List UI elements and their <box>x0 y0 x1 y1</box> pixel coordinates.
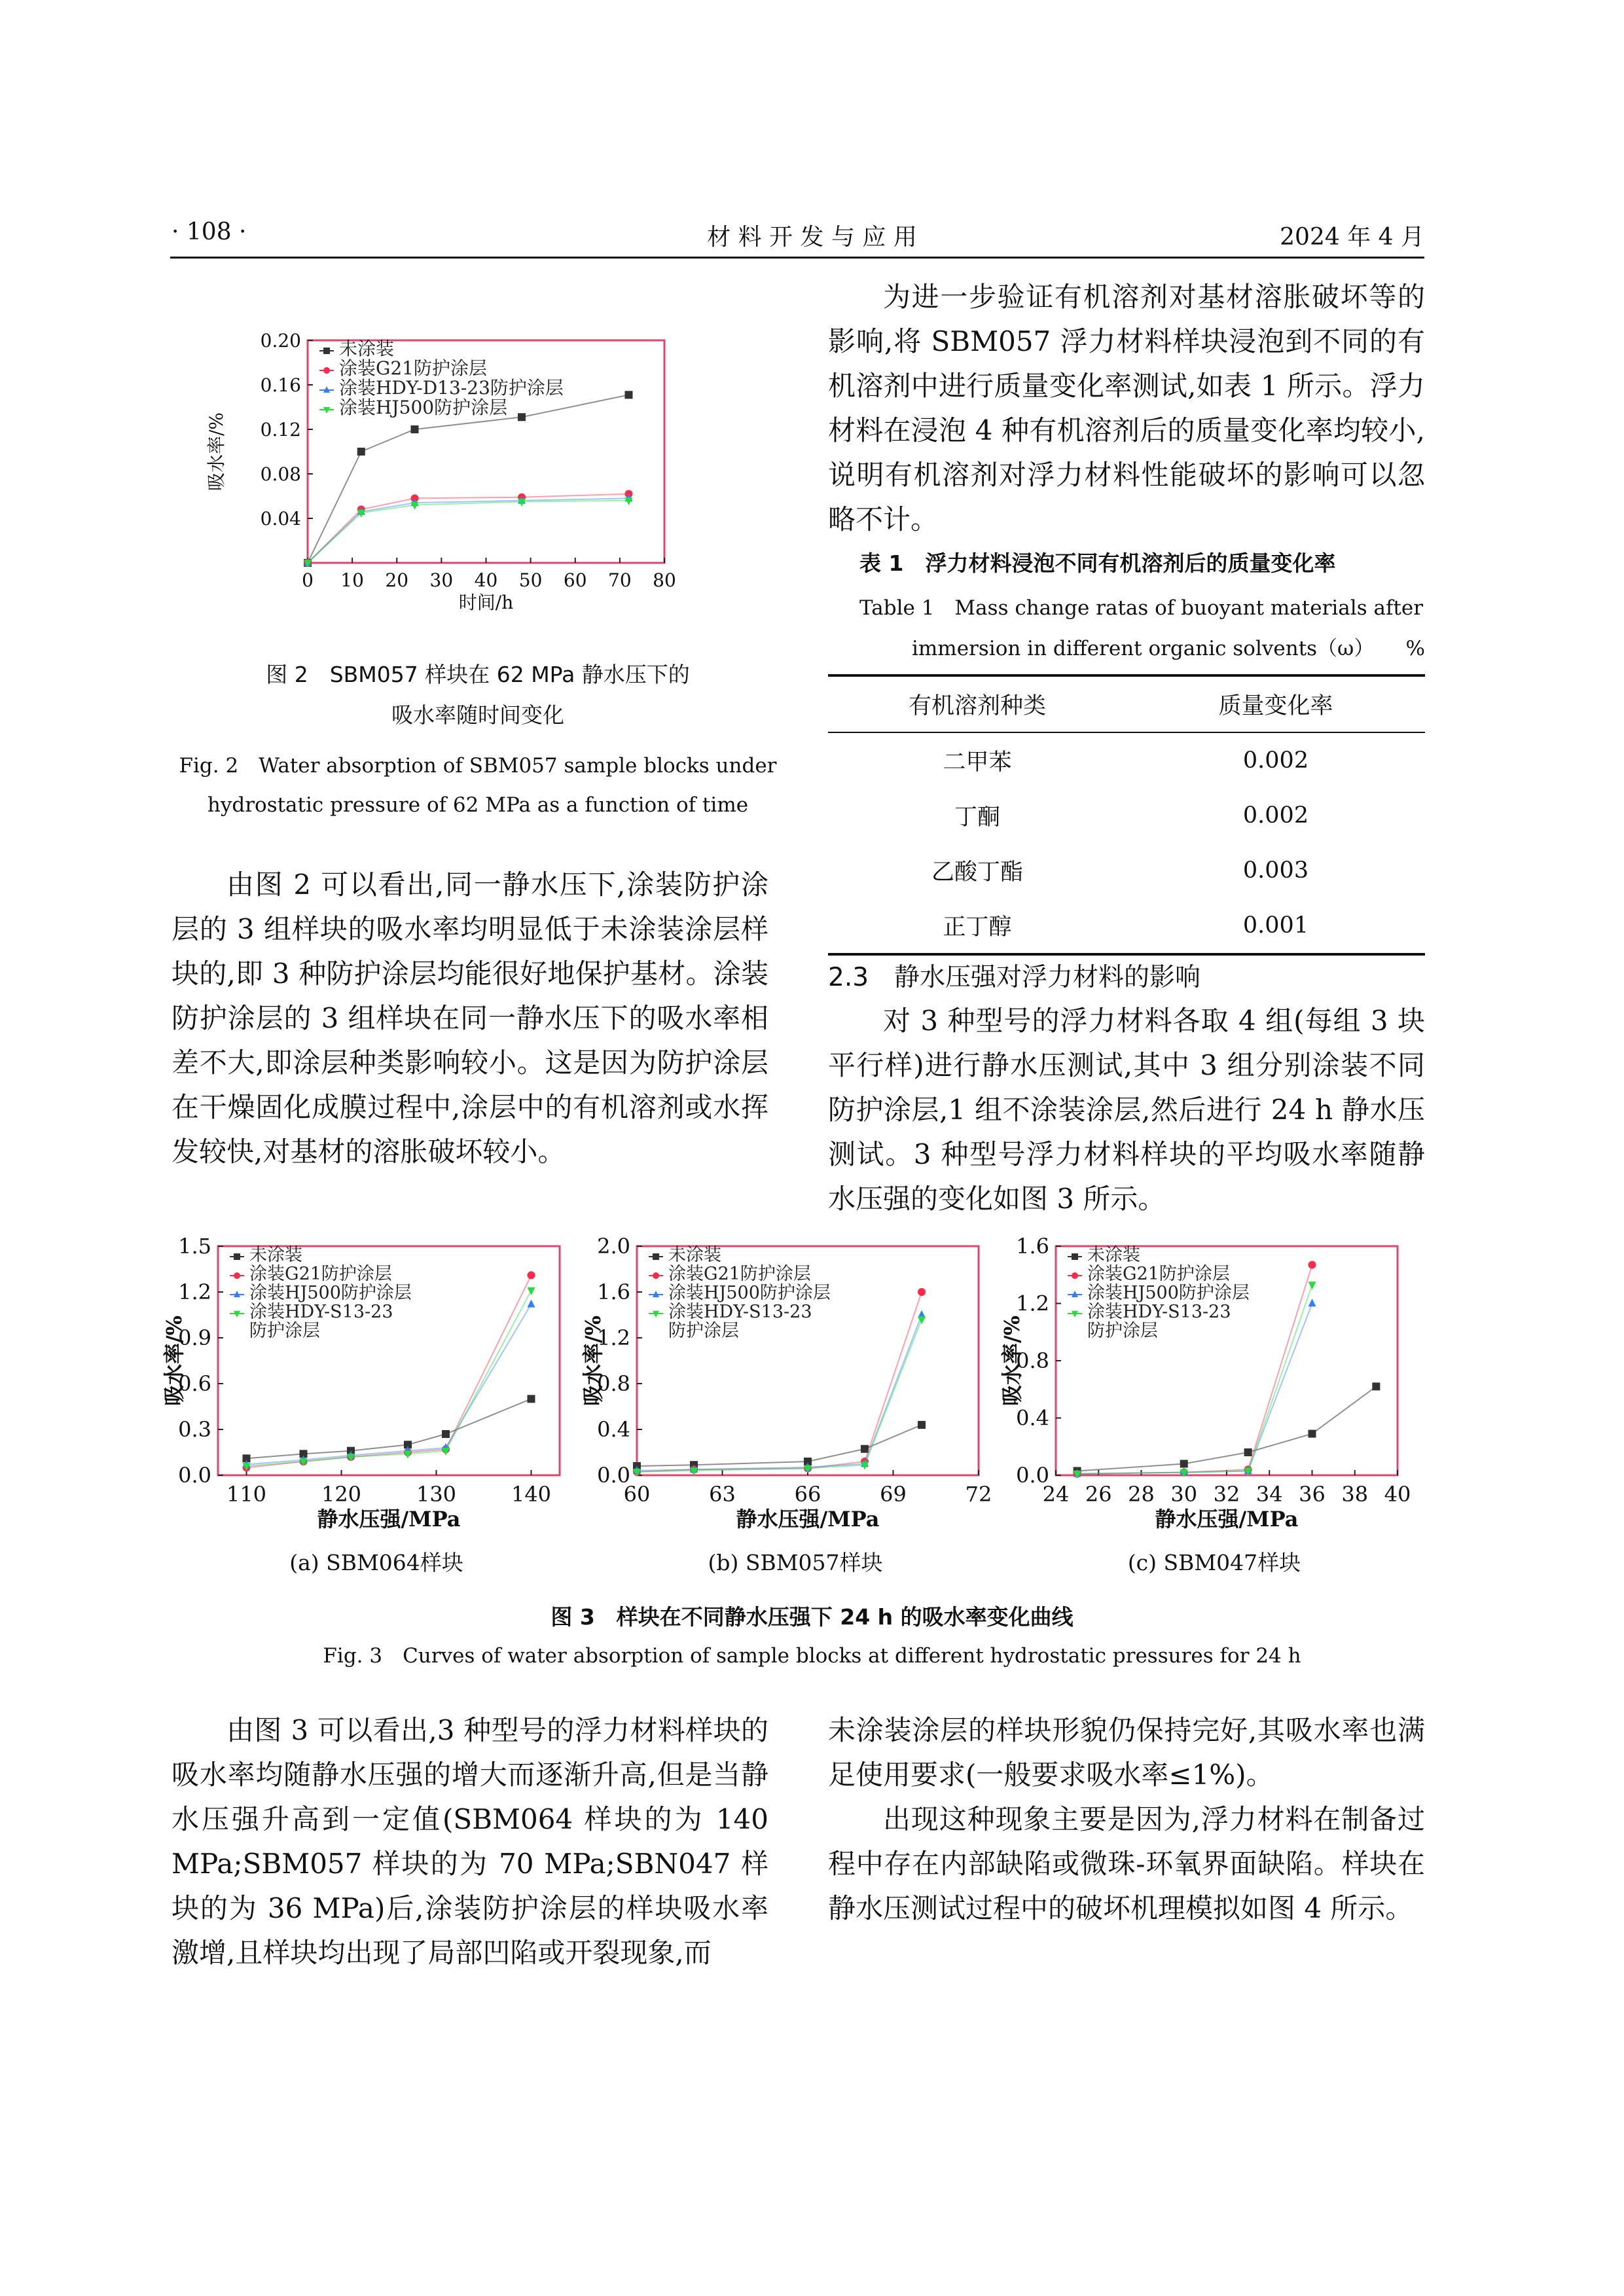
legend-label: 涂装G21防护涂层 <box>1087 1264 1230 1284</box>
legend-label: 涂装G21防护涂层 <box>339 357 487 379</box>
x-tick-label: 69 <box>880 1482 907 1507</box>
x-tick-label: 140 <box>511 1482 552 1507</box>
y-axis-label: 吸水率/% <box>581 1315 605 1407</box>
issue-date: 2024 年 4 月 <box>1280 224 1424 251</box>
legend-label: 涂装G21防护涂层 <box>668 1264 811 1284</box>
legend-marker <box>1072 1272 1078 1279</box>
journal-title: 材 料 开 发 与 应 用 <box>707 224 917 251</box>
x-tick-label: 26 <box>1085 1482 1112 1507</box>
data-point <box>518 413 526 421</box>
y-tick-label: 0.8 <box>1016 1348 1049 1374</box>
fig3-caption-cn: 图 3 样块在不同静水压强下 24 h 的吸水率变化曲线 <box>550 1604 1074 1630</box>
y-tick-label: 0.6 <box>178 1371 211 1397</box>
fig3-caption-en: Fig. 3 Curves of water absorption of sample blocks at different hydrostatic pressures for 24 h <box>323 1644 1301 1668</box>
table-row <box>828 898 1425 954</box>
y-tick-label: 1.5 <box>178 1234 211 1259</box>
x-tick-label: 40 <box>1384 1482 1411 1507</box>
series-line-4 <box>637 1319 922 1472</box>
data-point <box>1308 1261 1316 1268</box>
fig3a-chart <box>162 1230 586 1538</box>
x-axis-label: 时间/h <box>458 592 514 613</box>
series-line-2 <box>308 494 629 563</box>
bottom-right-paragraph-1: 未涂装涂层的样块形貌仍保持完好,其吸水率也满足使用要求(一般要求吸水率≤1%)。 <box>828 1714 1425 1791</box>
x-tick-label: 110 <box>226 1482 267 1507</box>
header-rule <box>170 257 1424 259</box>
table-row <box>828 732 1425 788</box>
right-paragraph-block <box>828 275 1425 542</box>
fig2-caption-en <box>170 746 785 825</box>
y-tick-label: 0.04 <box>260 507 301 529</box>
y-tick-label: 0.9 <box>178 1325 211 1351</box>
legend-label: 涂装HDY-S13-23 <box>249 1302 393 1322</box>
y-tick-label: 0.08 <box>260 463 301 485</box>
page-number: · 108 · <box>171 219 247 245</box>
x-tick-label: 20 <box>385 569 409 591</box>
data-point <box>442 1430 450 1438</box>
x-tick-label: 60 <box>563 569 587 591</box>
y-tick-label: 0.4 <box>1016 1405 1049 1431</box>
fig3c-chart <box>1000 1230 1424 1538</box>
y-tick-label: 1.2 <box>178 1280 211 1305</box>
series-line-4 <box>308 501 629 563</box>
y-tick-label: 1.6 <box>597 1280 630 1305</box>
table1-title-en-line2-wrap <box>828 628 1425 669</box>
bottom-right-paragraph-2: 出现这种现象主要是因为,浮力材料在制备过程中存在内部缺陷或微珠-环氧界面缺陷。样块在静水压测试过程中的破坏机理模拟如图 4 所示。 <box>828 1803 1425 1924</box>
data-point <box>1244 1448 1252 1456</box>
legend-label-cont: 防护涂层 <box>249 1321 320 1341</box>
x-tick-label: 0 <box>302 569 314 591</box>
table1-header-row <box>828 675 1425 732</box>
fig2-caption-cn-line1: 图 2 SBM057 样块在 62 MPa 静水压下的 <box>266 662 690 687</box>
x-axis-label: 静水压强/MPa <box>736 1507 880 1532</box>
series-line-1 <box>247 1399 532 1458</box>
x-tick-label: 63 <box>709 1482 736 1507</box>
y-tick-label: 1.2 <box>597 1325 630 1351</box>
table1-title-en <box>828 588 1425 669</box>
series-line-1 <box>1077 1386 1377 1471</box>
section-2-3-paragraph: 对 3 种型号的浮力材料各取 4 组(每组 3 块平行样)进行静水压测试,其中 3 组分别涂装不同防护涂层,1 组不涂装涂层,然后进行 24 h 静水压测试。3 种型号浮力材料样块的平均吸水率随静水压强的变化如图 3 所示。 <box>828 1005 1425 1215</box>
x-tick-label: 80 <box>653 569 676 591</box>
data-point <box>1180 1460 1188 1468</box>
legend-label: 涂装HDY-D13-23防护涂层 <box>339 377 564 399</box>
data-point <box>1308 1299 1316 1306</box>
series-line-3 <box>308 498 629 563</box>
x-tick-label: 72 <box>965 1482 992 1507</box>
table-cell-value: 0.001 <box>1127 898 1425 954</box>
table-row <box>828 788 1425 843</box>
y-axis-label: 吸水率/% <box>162 1315 187 1407</box>
y-tick-label: 0.0 <box>1016 1463 1049 1488</box>
bottom-left-block <box>171 1708 768 1975</box>
x-tick-label: 40 <box>474 569 498 591</box>
x-tick-label: 30 <box>429 569 454 591</box>
table1-header-value: 质量变化率 <box>1127 675 1425 732</box>
x-tick-label: 34 <box>1255 1482 1283 1507</box>
y-tick-label: 0.0 <box>178 1463 211 1488</box>
data-point <box>1372 1382 1380 1390</box>
y-tick-label: 1.2 <box>1016 1291 1049 1316</box>
data-point <box>918 1421 926 1429</box>
table-cell-value: 0.002 <box>1242 747 1309 774</box>
y-tick-label: 2.0 <box>597 1234 630 1259</box>
left-paragraph-1: 由图 2 可以看出,同一静水压下,涂装防护涂层的 3 组样块的吸水率均明显低于未涂装涂层样块的,即 3 种防护涂层均能很好地保护基材。涂装防护涂层的 3 组样块在同一静水压下的吸水率相差不大,即涂层种类影响较小。这是因为防护涂层在干燥固化成膜过程中,涂层中的有机溶剂或水挥发较快,对基材的溶胀破坏较小。 <box>171 869 768 1168</box>
legend-marker <box>234 1272 240 1279</box>
legend-label: 涂装G21防护涂层 <box>249 1264 392 1284</box>
legend-label: 未涂装 <box>1087 1245 1140 1265</box>
legend-label-cont: 防护涂层 <box>668 1321 739 1341</box>
x-tick-label: 70 <box>608 569 632 591</box>
series-line-1 <box>308 395 629 563</box>
fig2-caption-en-line2: hydrostatic pressure of 62 MPa as a function of time <box>207 793 749 817</box>
x-tick-label: 30 <box>1170 1482 1198 1507</box>
legend-label: 未涂装 <box>668 1245 721 1265</box>
y-tick-label: 1.6 <box>1016 1234 1049 1259</box>
fig3b-subcaption: (b) SBM057样块 <box>708 1550 883 1575</box>
data-point <box>411 425 419 433</box>
legend-label: 涂装HJ500防护涂层 <box>339 397 508 418</box>
legend-label: 涂装HDY-S13-23 <box>1087 1302 1231 1322</box>
x-tick-label: 36 <box>1299 1482 1326 1507</box>
legend-label: 涂装HJ500防护涂层 <box>1087 1283 1250 1303</box>
legend-marker <box>653 1253 659 1260</box>
series-line-1 <box>637 1425 922 1466</box>
y-tick-label: 0.16 <box>260 374 301 396</box>
fig3b-chart <box>581 1230 1005 1538</box>
legend-marker <box>234 1253 240 1260</box>
table-cell-solvent: 正丁醇 <box>828 898 1127 954</box>
legend-label-cont: 防护涂层 <box>1087 1321 1158 1341</box>
table1-title-cn: 表 1 浮力材料浸泡不同有机溶剂后的质量变化率 <box>859 550 1336 576</box>
fig3c-subcaption: (c) SBM047样块 <box>1127 1550 1301 1575</box>
y-tick-label: 0.0 <box>597 1463 630 1488</box>
x-tick-label: 60 <box>623 1482 651 1507</box>
fig2-caption-en-line1: Fig. 2 Water absorption of SBM057 sample blocks under <box>179 754 777 778</box>
x-tick-label: 24 <box>1042 1482 1070 1507</box>
table-cell-value: 0.002 <box>1242 802 1309 829</box>
x-axis-label: 静水压强/MPa <box>317 1507 461 1532</box>
table1-header-solvent: 有机溶剂种类 <box>828 675 1127 732</box>
x-tick-label: 66 <box>794 1482 821 1507</box>
data-point <box>528 1395 535 1403</box>
table-cell-solvent: 乙酸丁酯 <box>931 859 1023 886</box>
table1-title-en-line2: immersion in different organic solvents（ω） <box>912 637 1375 660</box>
fig2-caption-cn-line2: 吸水率随时间变化 <box>391 702 564 728</box>
x-axis-label: 静水压强/MPa <box>1155 1507 1299 1532</box>
y-tick-label: 0.3 <box>178 1417 211 1443</box>
legend-label: 涂装HDY-S13-23 <box>668 1302 812 1322</box>
y-tick-label: 0.8 <box>597 1371 630 1397</box>
fig3a-subcaption: (a) SBM064样块 <box>289 1550 463 1575</box>
y-axis-label: 吸水率/% <box>206 412 227 492</box>
legend-marker <box>323 348 330 354</box>
section-heading-2-3: 2.3 静水压强对浮力材料的影响 <box>828 963 1201 992</box>
section-2-3-body <box>828 999 1425 1221</box>
data-point <box>1308 1430 1316 1438</box>
right-paragraph-1: 为进一步验证有机溶剂对基材溶胀破坏等的影响,将 SBM057 浮力材料样块浸泡到不同的有机溶剂中进行质量变化率测试,如表 1 所示。浮力材料在浸泡 4 种有机溶剂后的质量变化率均较小,说明有机溶剂对浮力材料性能破坏的影响可以忽略不计。 <box>828 281 1425 535</box>
table-cell-solvent: 二甲苯 <box>943 749 1012 776</box>
x-tick-label: 32 <box>1213 1482 1240 1507</box>
x-tick-label: 10 <box>340 569 364 591</box>
data-point <box>528 1299 535 1307</box>
x-tick-label: 120 <box>321 1482 362 1507</box>
table-cell-value: 0.003 <box>1242 857 1309 884</box>
bottom-right-block <box>828 1708 1425 1931</box>
table-cell-solvent: 丁酮 <box>954 804 1000 831</box>
x-tick-label: 130 <box>416 1482 457 1507</box>
bottom-left-paragraph: 由图 3 可以看出,3 种型号的浮力材料样块的吸水率均随静水压强的增大而逐渐升高,但是当静水压强升高到一定值(SBM064 样块的为 140 MPa;SBM057 样块的为 70 MPa;SBN047 样块的为 36 MPa)后,涂装防护涂层的样块吸水率激增,且样块均出现了局部凹陷或开裂现象,而 <box>171 1714 768 1969</box>
legend-marker <box>653 1272 659 1279</box>
x-tick-label: 28 <box>1128 1482 1155 1507</box>
y-axis-label: 吸水率/% <box>1000 1315 1024 1407</box>
fig2-caption-cn <box>170 655 785 736</box>
table1-title-en-line1: Table 1 Mass change ratas of buoyant materials after <box>859 596 1424 620</box>
left-paragraph-block <box>171 863 768 1174</box>
table1-unit: % <box>1405 637 1425 660</box>
legend-label: 涂装HJ500防护涂层 <box>249 1283 412 1303</box>
data-point <box>357 448 365 456</box>
legend-marker <box>323 367 330 374</box>
y-tick-label: 0.12 <box>260 418 301 440</box>
legend-label: 涂装HJ500防护涂层 <box>668 1283 831 1303</box>
data-point <box>528 1271 535 1279</box>
data-point <box>625 391 633 399</box>
y-tick-label: 0.4 <box>597 1417 630 1443</box>
legend-label: 未涂装 <box>339 338 395 359</box>
fig2-chart <box>183 321 707 628</box>
data-point <box>918 1288 926 1296</box>
data-point <box>1308 1282 1316 1289</box>
legend-label: 未涂装 <box>249 1245 302 1265</box>
table1 <box>828 674 1425 956</box>
x-tick-label: 38 <box>1341 1482 1369 1507</box>
legend-marker <box>1072 1253 1078 1260</box>
x-tick-label: 50 <box>518 569 543 591</box>
data-point <box>528 1287 535 1295</box>
table-row <box>828 843 1425 898</box>
y-tick-label: 0.20 <box>260 329 301 351</box>
